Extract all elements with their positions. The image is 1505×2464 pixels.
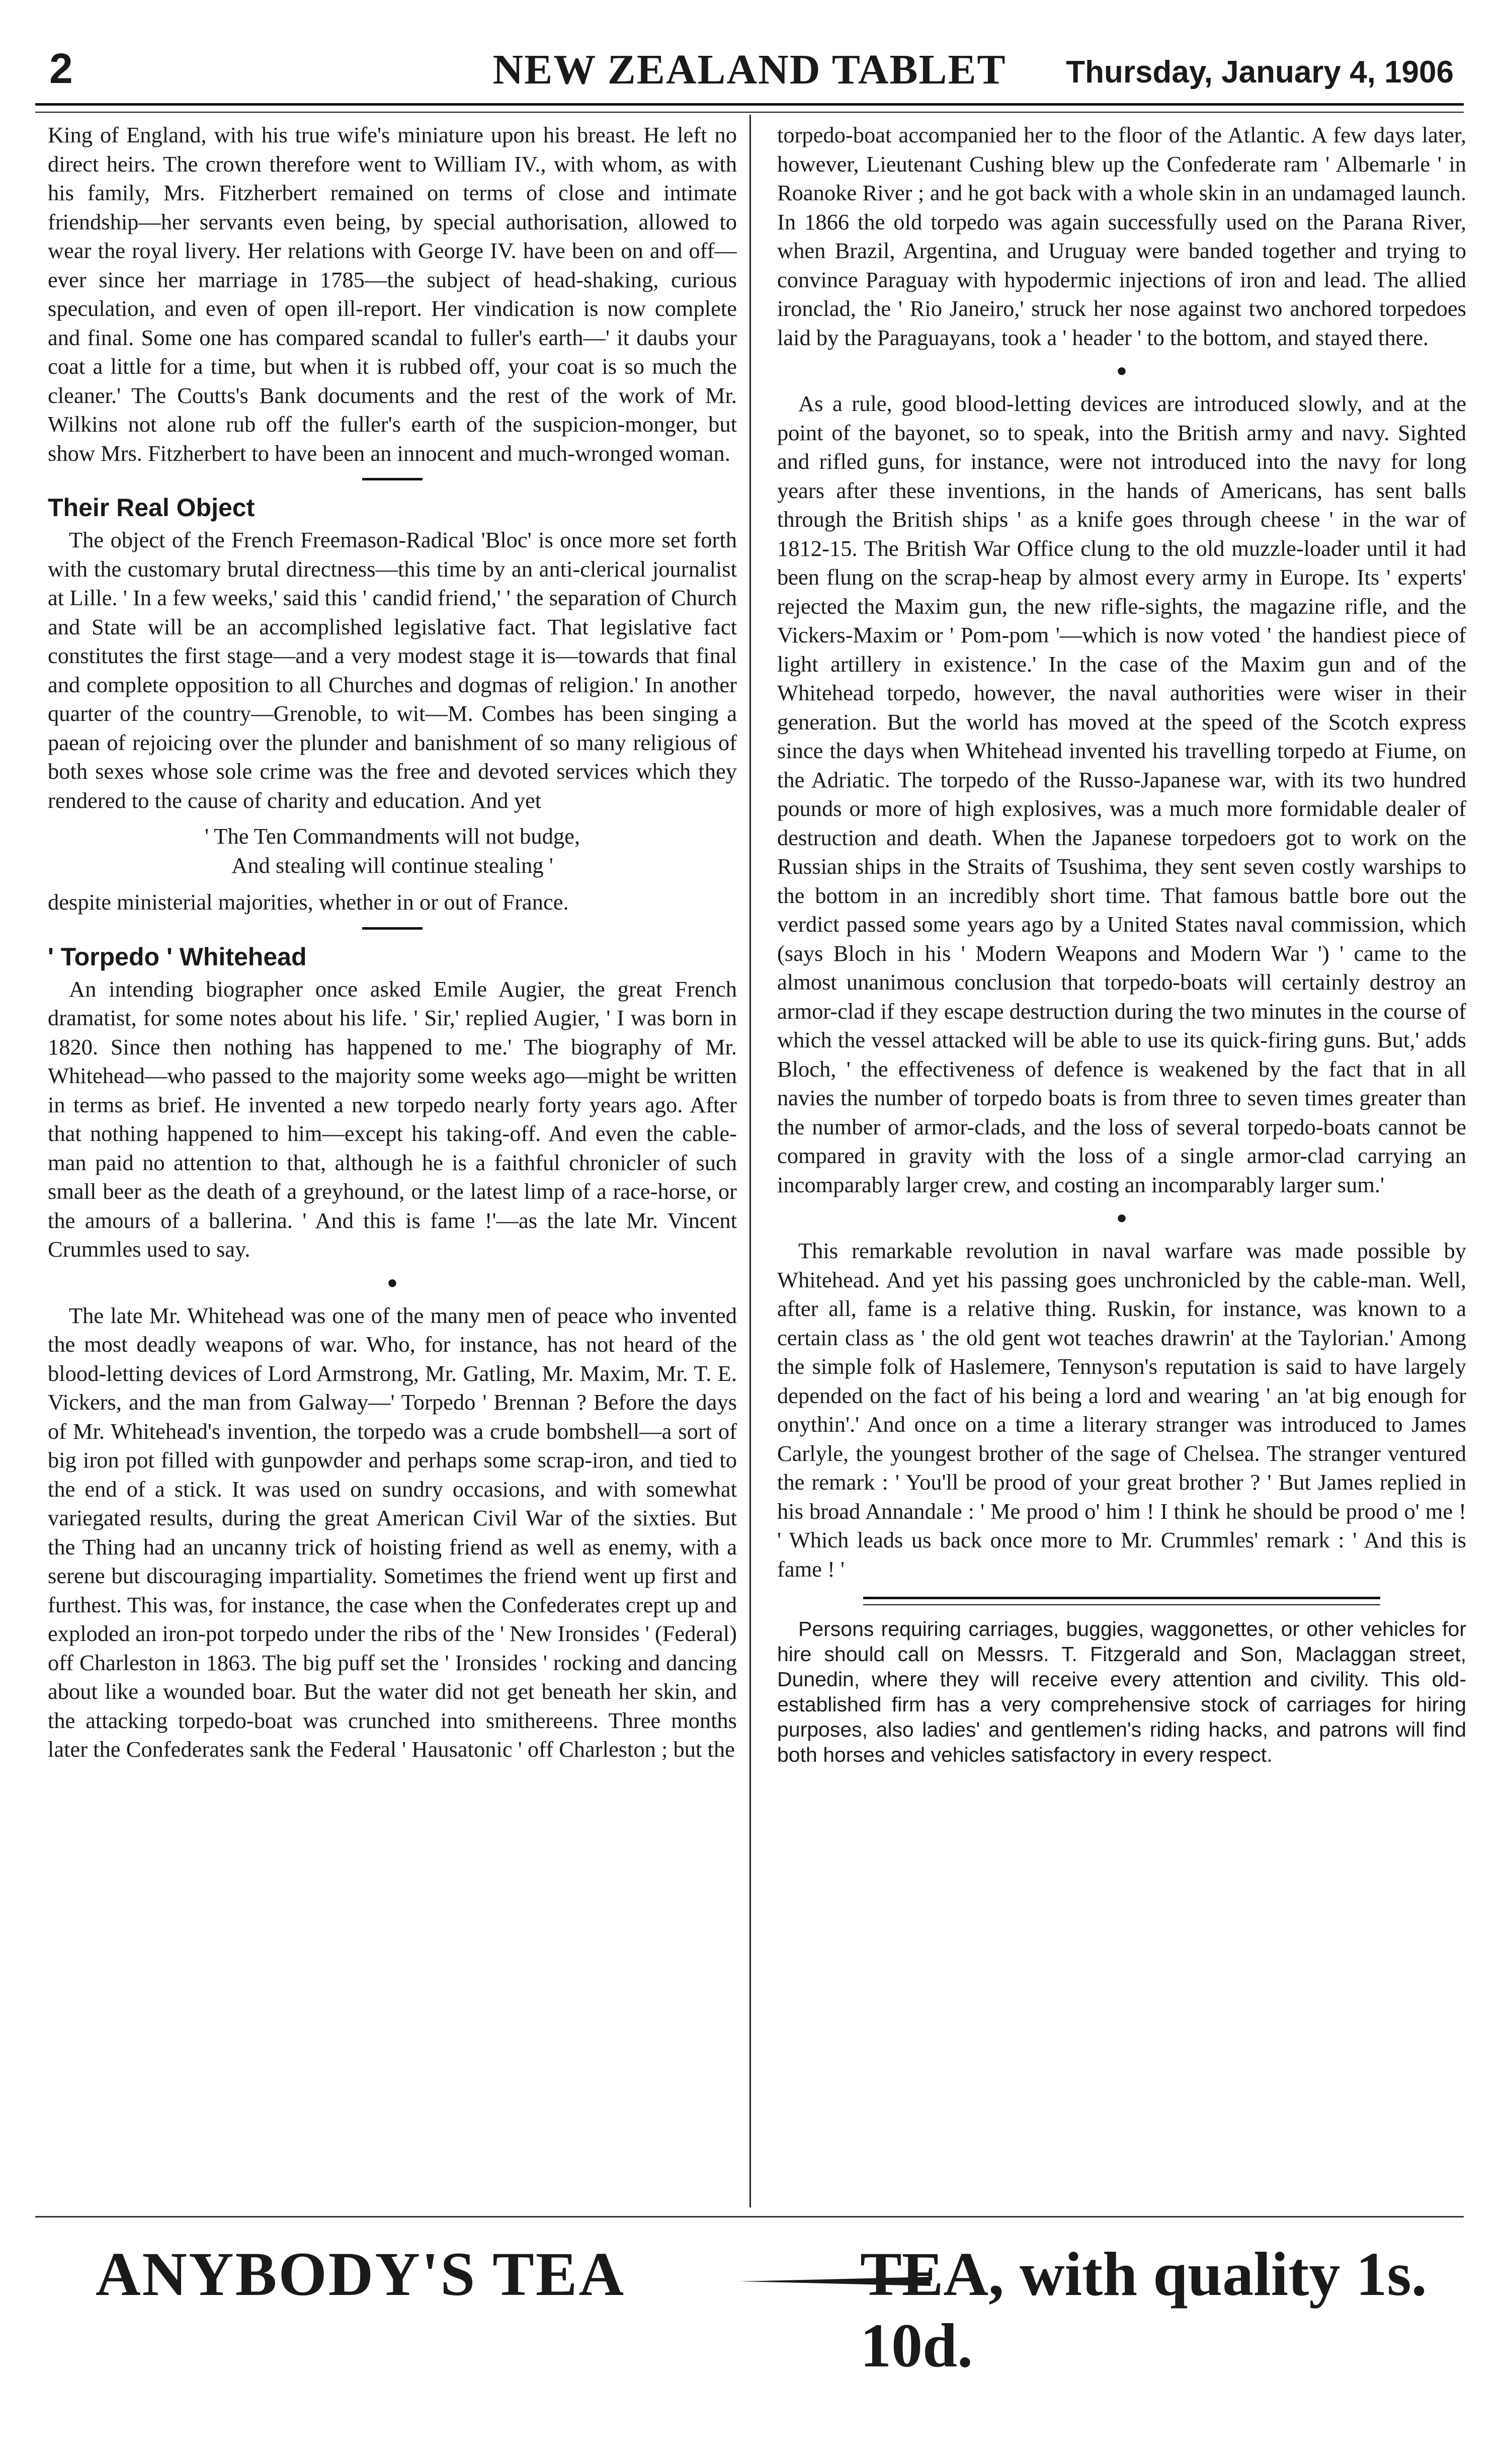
advertisement-notice — [777, 1616, 1466, 1767]
paragraph-separator-bullet: ● — [1116, 1207, 1127, 1227]
left-column — [48, 121, 737, 2203]
footer-advertisement — [35, 2229, 1464, 2380]
footer-rule — [35, 2216, 1464, 2217]
footer-ad-left-text: ANYBODY'S TEA — [96, 2240, 626, 2309]
paragraph-separator-bullet: ● — [1116, 360, 1127, 380]
article-paragraph: As a rule, good blood-letting devices are introduced slowly, and at the point of the bayonet, so to speak, into the British army and navy. Sighted and rifled guns, for instance, were not introduced into the navy for long years after these inventions, in the hands of Americans, has sent balls through the British ships ' as a knife goes through cheese ' in the war of 1812-15. The British War Office clung to the old muzzle-loader until it had been flung on the scrap-heap by almost every army in Europe. Its ' experts' rejected the Maxim gun, the new rifle-sights, the magazine rifle, and the Vickers-Maxim or ' Pom-pom '—which is now voted ' the handiest piece of light artillery in existence.' In the case of the Maxim gun and of the Whitehead torpedo, however, the naval authorities were wiser in their generation. But the world has moved at the speed of the Scotch express since the days when Whitehead invented his travelling torpedo at Fiume, on the Adriatic. The torpedo of the Russo-Japanese war, with its two hundred pounds or more of high explosives, was a much more formidable dealer of destruction and death. When the Japanese torpedoers got to work on the Russian ships in the Straits of Tsushima, they sent seven costly warships to the bottom in an incredibly short time. That famous battle bore out the verdict passed some years ago by a United States naval commission, which (says Bloch in his ' Modern Weapons and Modern War ') ' came to the almost unanimous conclusion that torpedo-boats will certainly destroy an armor-clad if they escape destruction during the two minutes in the course of which the vessel attacked will be able to use its quick-firing guns. But,' adds Bloch, ' the effectiveness of defence is weakened by the fact that in all navies the number of torpedo boats is from three to seven times greater than the number of armor-clads, and the loss of several torpedo-boats cannot be compared in gravity with the loss of a single armor-clad carrying an incomparably larger crew, and costing an incomparably larger sum.' — [777, 391, 1466, 1197]
notice-text: Persons requiring carriages, buggies, waggonettes, or other vehicles for hire should call on Messrs. T. Fitzgerald and Son, Maclaggan street, Dunedin, where they will receive every attention and civility. This old-established firm has a very comprehensive stock of carriages for hiring purposes, also ladies' and gentlemen's riding hacks, and patrons will find both horses and vehicles satisfactory in every respect. — [777, 1617, 1466, 1766]
section-heading-torpedo-whitehead: ' Torpedo ' Whitehead — [48, 942, 307, 971]
footer-ad-right-text: TEA, with quality 1s. 10d. — [860, 2240, 1427, 2380]
publication-title: NEW ZEALAND TABLET — [492, 46, 1007, 93]
article-paragraph: This remarkable revolution in naval warfare was made possible by Whitehead. And yet his passing goes unchronicled by the cable-man. Well, after all, fame is a relative thing. Ruskin, for instance, was known to a certain class as ' the old gent wot teaches drawrin' at the Taylorian.' Among the simple folk of Haslemere, Tennyson's reputation is said to have largely depended on the fact of his being a lord and wearing ' an 'at big enough for onythin'.' And once on a time a literary stranger was introduced to James Carlyle, the youngest brother of the sage of Chelsea. The stranger ventured the remark : ' You'll be prood of your great brother ? ' But James replied in his broad Annandale : ' Me prood o' him ! I think he should be prood o' me ! ' Which leads us back once more to Mr. Crummles' remark : ' And this is fame ! ' — [777, 1238, 1466, 1582]
article-paragraph: The late Mr. Whitehead was one of the many men of peace who invented the most deadly weapons of war. Who, for instance, has not heard of the blood-letting devices of Lord Armstrong, Mr. Gatling, Mr. Maxim, Mr. T. E. Vickers, and the man from Galway—' Torpedo ' Brennan ? Before the days of Mr. Whitehead's invention, the torpedo was a crude bombshell—a sort of big iron pot filled with gunpowder and perhaps some scrap-iron, and tied to the end of a stick. It was used on sundry occasions, and with somewhat variegated results, during the great American Civil War of the sixties. But the Thing had an uncanny trick of hoisting friend as well as enemy, with a serene but discouraging impartiality. Sometimes the friend went up first and furthest. This was, for instance, the case when the Confederates crept up and exploded an iron-pot torpedo under the ribs of the ' New Ironsides ' (Federal) off Charleston in 1863. The big puff set the ' Ironsides ' rocking and dancing about like a wounded boar. But the water did not get beneath her skin, and the attacking torpedo-boat was crunched into smithereens. Three months later the Confederates sank the Federal ' Hausatonic ' off Charleston ; but the — [48, 1302, 737, 1762]
section-rule — [362, 478, 423, 480]
quoted-verse — [48, 822, 737, 880]
notice-rule — [863, 1597, 1380, 1605]
masthead-rule — [35, 103, 1464, 113]
article-continuation: torpedo-boat accompanied her to the floor of the Atlantic. A few days later, however, Lieutenant Cushing blew up the Confederate ram ' Albemarle ' in Roanoke River ; and he got back with a whole skin in an undamaged launch. In 1866 the old torpedo was again successfully used on the Parana River, when Brazil, Argentina, and Uruguay were banded together and trying to convince Paraguay with hypodermic injections of iron and lead. The allied ironclad, the ' Rio Janeiro,' struck her nose against two anchored torpedoes laid by the Paraguayans, took a ' header ' to the bottom, and stayed there. — [777, 122, 1466, 350]
paragraph-separator-bullet: ● — [387, 1272, 398, 1292]
verse-line: And stealing will continue stealing ' — [231, 852, 553, 878]
article-paragraph: The object of the French Freemason-Radical 'Bloc' is once more set forth with the customary brutal directness—this time by an anti-clerical journalist at Lille. ' In a few weeks,' said this ' candid friend,' ' the separation of Church and State will be an accomplished legislative fact. That legislative fact constitutes the first stage—and a very modest stage it is—towards that final and complete opposition to all Churches and dogmas of religion.' In another quarter of the country—Grenoble, to wit—M. Combes has been singing a paean of rejoicing over the plunder and banishment of so many religious of both sexes whose sole crime was the free and devoted services which they rendered to the cause of charity and education. And yet — [48, 527, 737, 813]
page-number: 2 — [49, 45, 73, 92]
section-rule — [362, 927, 423, 930]
section-heading-real-object: Their Real Object — [48, 494, 255, 522]
article-continuation: King of England, with his true wife's miniature upon his breast. He left no direct heirs. The crown therefore went to William IV., with whom, as with his family, Mrs. Fitzherbert remained on terms of close and intimate friendship—her servants even being, by special authorisation, allowed to wear the royal livery. Her relations with George IV. have been on and off—ever since her marriage in 1785—the subject of head-shaking, curious speculation, and even of open ill-report. Her vindication is now complete and final. Some one has compared scandal to fuller's earth—' it daubs your coat a little for a time, but when it is rubbed off, your coat is so much the cleaner.' The Coutts's Bank documents and the rest of the work of Mr. Wilkins not alone rub off the fuller's earth of the suspicion-monger, but show Mrs. Fitzherbert to have been an innocent and much-wronged woman. — [48, 122, 737, 466]
issue-date: Thursday, January 4, 1906 — [1066, 55, 1454, 90]
verse-line: ' The Ten Commandments will not budge, — [204, 824, 580, 849]
article-paragraph: An intending biographer once asked Emile Augier, the great French dramatist, for some notes about his life. ' Sir,' replied Augier, ' I was born in 1820. Since then nothing has happened to me.' The biography of Mr. Whitehead—who passed to the majority some weeks ago—might be written in terms as brief. He invented a new torpedo nearly forty years ago. After that nothing happened to him—except his taking-off. And even the cable-man paid no attention to that, although he is a faithful chronicler of such small beer as the death of a greyhound, or the latest limp of a race-horse, or the amours of a ballerina. ' And this is fame !'—as the late Mr. Vincent Crummles used to say. — [48, 976, 737, 1262]
column-divider — [749, 115, 751, 2207]
right-column — [777, 121, 1466, 2203]
article-paragraph: despite ministerial majorities, whether in or out of France. — [48, 889, 569, 915]
